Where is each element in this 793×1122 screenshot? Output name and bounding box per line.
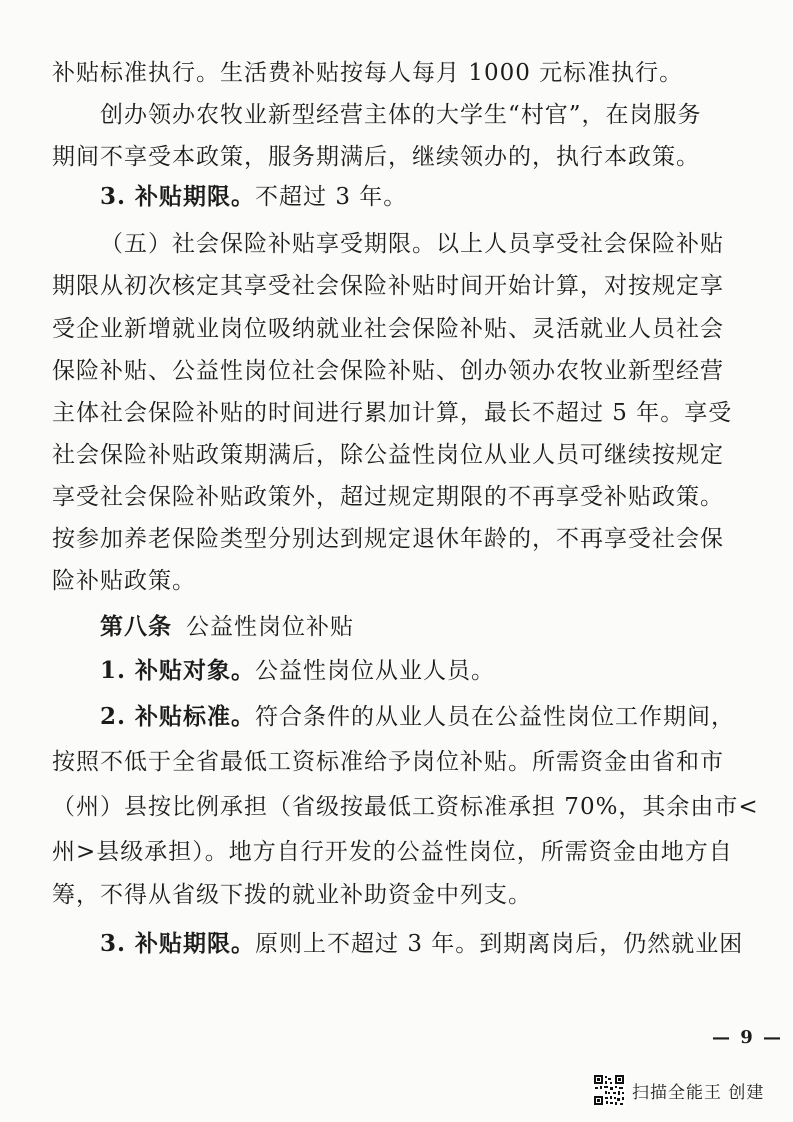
text-line-17 (52, 747, 724, 777)
line-text: 补贴标准执行。生活费补贴按每人每月 1000 元标准执行。 (52, 60, 684, 86)
article-title: 公益性岗位补贴 (186, 614, 354, 640)
line-text: 州>县级承担）。地方自行开发的公益性岗位，所需资金由地方自 (52, 839, 733, 865)
text-line-12 (52, 524, 724, 554)
line-text: 按照不低于全省最低工资标准给予岗位补贴。所需资金由省和市 (52, 749, 724, 775)
line-text: 保险补贴、公益性岗位社会保险补贴、创办领办农牧业新型经营 (52, 358, 724, 384)
text-line-8 (52, 356, 724, 386)
subsection-heading: 3. 补贴期限。 (100, 183, 256, 210)
line-text: 社会保险补贴政策期满后，除公益性岗位从业人员可继续按规定 (52, 442, 724, 468)
line-text: 主体社会保险补贴的时间进行累加计算，最长不超过 5 年。享受 (52, 400, 733, 426)
scanner-watermark (592, 1072, 764, 1108)
watermark-text: 扫描全能王 创建 (632, 1082, 765, 1103)
text-line-20 (52, 880, 532, 910)
text-line-7 (52, 314, 724, 344)
subsection-subsidy-period (100, 182, 407, 212)
subsection-text: 不超过 3 年。 (255, 184, 408, 210)
line-text: 期间不享受本政策，服务期满后，继续领办的，执行本政策。 (52, 144, 700, 170)
subsection-heading: 3. 补贴期限。 (100, 930, 256, 957)
line-text: 期限从初次核定其享受社会保险补贴时间开始计算，对按规定享 (52, 273, 724, 299)
line-text: （州）县按比例承担（省级按最低工资标准承担 70%，其余由市< (52, 794, 759, 820)
qr-code-icon (592, 1073, 626, 1107)
line-text: 筹，不得从省级下拨的就业补助资金中列支。 (52, 882, 532, 908)
line-text: 按参加养老保险类型分别达到规定退休年龄的，不再享受社会保 (52, 526, 724, 552)
line-text: 享受社会保险补贴政策外，超过规定期限的不再享受补贴政策。 (52, 484, 724, 510)
text-line-10 (52, 440, 724, 470)
subsection-heading: 2. 补贴标准。 (100, 703, 256, 730)
text-line-3 (52, 142, 700, 172)
text-line-5 (100, 229, 724, 259)
subsection-subsidy-period-2 (100, 929, 743, 959)
page-number: — 9 — (712, 1027, 784, 1048)
subsection-text: 公益性岗位从业人员。 (255, 658, 496, 684)
line-text: 创办领办农牧业新型经营主体的大学生“村官”，在岗服务 (100, 102, 702, 128)
article-number: 第八条 (100, 613, 172, 640)
subsection-heading: 1. 补贴对象。 (100, 657, 256, 684)
text-line-9 (52, 398, 732, 428)
subsection-text: 原则上不超过 3 年。到期离岗后，仍然就业困 (255, 931, 744, 957)
text-line-19 (52, 837, 733, 867)
text-line-6 (52, 271, 724, 301)
line-text: 险补贴政策。 (52, 568, 196, 594)
text-line-11 (52, 482, 724, 512)
line-text: 受企业新增就业岗位吸纳就业社会保险补贴、灵活就业人员社会 (52, 316, 724, 342)
text-line-1 (52, 58, 683, 88)
text-line-18 (52, 792, 759, 822)
line-text: （五）社会保险补贴享受期限。以上人员享受社会保险补贴 (100, 231, 724, 257)
subsection-subsidy-target (100, 656, 495, 686)
article-8-heading (100, 612, 354, 642)
text-line-2 (100, 100, 702, 130)
text-line-13 (52, 566, 196, 596)
subsection-text: 符合条件的从业人员在公益性岗位工作期间， (255, 704, 736, 730)
subsection-subsidy-standard (100, 702, 735, 732)
